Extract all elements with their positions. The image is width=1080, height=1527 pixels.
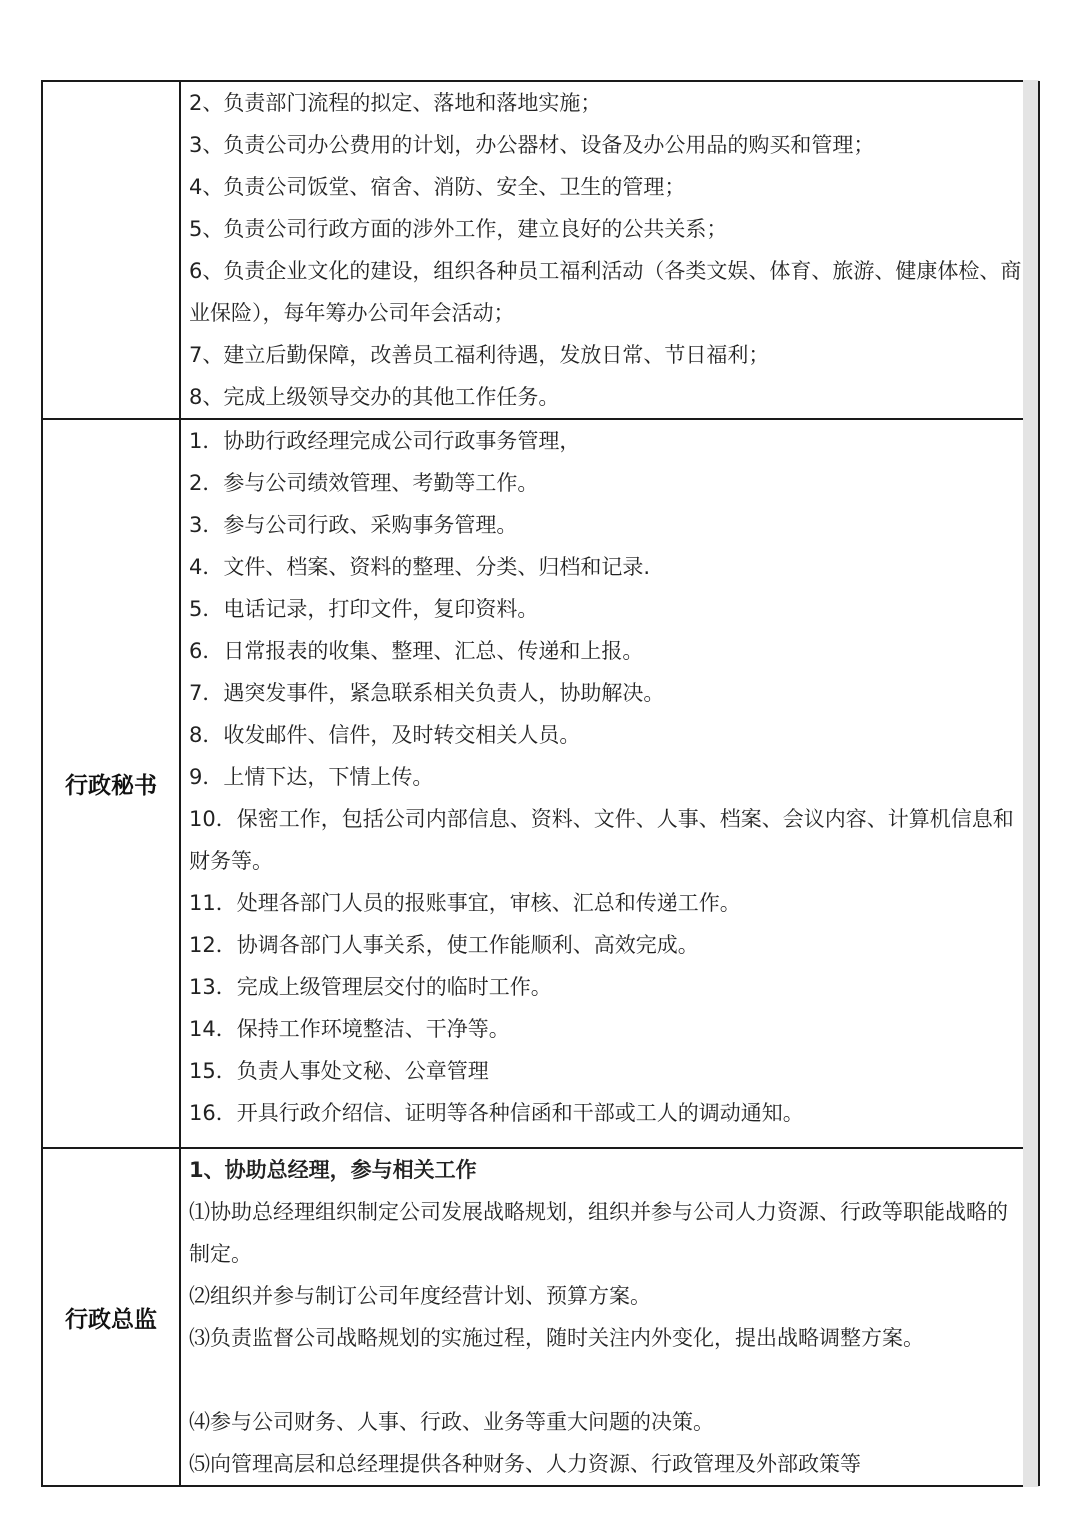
duty-line: 7．遇突发事件，紧急联系相关负责人，协助解决。 [189, 681, 665, 705]
duty-line: 8、完成上级领导交办的其他工作任务。 [189, 385, 560, 409]
role-cell [42, 81, 180, 419]
table-row [42, 81, 1031, 419]
table-row [42, 419, 1031, 1148]
table-row [42, 1148, 1031, 1486]
duty-line: 3．参与公司行政、采购事务管理。 [189, 513, 518, 537]
duty-line: 2．参与公司绩效管理、考勤等工作。 [189, 471, 539, 495]
duty-line: 6．日常报表的收集、整理、汇总、传递和上报。 [189, 639, 644, 663]
duties-cell [180, 1148, 1031, 1486]
duty-line: 4、负责公司饭堂、宿舍、消防、安全、卫生的管理； [189, 175, 686, 199]
duty-line: 5、负责公司行政方面的涉外工作，建立良好的公共关系； [189, 217, 728, 241]
duty-line: ⑶负责监督公司战略规划的实施过程，随时关注内外变化，提出战略调整方案。 [189, 1326, 924, 1350]
duty-line: ⑸向管理高层和总经理提供各种财务、人力资源、行政管理及外部政策等 [189, 1452, 861, 1476]
duty-line: ⑷参与公司财务、人事、行政、业务等重大问题的决策。 [189, 1410, 714, 1434]
duties-table [41, 80, 1039, 1487]
duty-line: 16．开具行政介绍信、证明等各种信函和干部或工人的调动通知。 [189, 1101, 804, 1125]
duty-line: 14．保持工作环境整洁、干净等。 [189, 1017, 510, 1041]
duty-line: 1．协助行政经理完成公司行政事务管理， [189, 429, 581, 453]
duty-line: 8．收发邮件、信件，及时转交相关人员。 [189, 723, 581, 747]
duties-cell [180, 81, 1031, 419]
duty-line: 11．处理各部门人员的报账事宜，审核、汇总和传递工作。 [189, 891, 741, 915]
role-cell: 行政总监 [42, 1148, 180, 1486]
duty-line: 3、负责公司办公费用的计划，办公器材、设备及办公用品的购买和管理； [189, 133, 875, 157]
duty-heading: 1、协助总经理，参与相关工作 [189, 1158, 477, 1182]
duty-line: ⑵组织并参与制订公司年度经营计划、预算方案。 [189, 1284, 651, 1308]
duty-line: 10．保密工作，包括公司内部信息、资料、文件、人事、档案、会议内容、计算机信息和财务等。 [189, 807, 1014, 873]
duty-line: 15．负责人事处文秘、公章管理 [189, 1059, 489, 1083]
duty-line: 6、负责企业文化的建设，组织各种员工福利活动（各类文娱、体育、旅游、健康体检、商业保险），每年筹办公司年会活动； [189, 259, 1022, 325]
duty-line: 2、负责部门流程的拟定、落地和落地实施； [189, 91, 602, 115]
duties-cell [180, 419, 1031, 1148]
duty-line: 5．电话记录，打印文件，复印资料。 [189, 597, 539, 621]
duty-line: 4．文件、档案、资料的整理、分类、归档和记录. [189, 555, 651, 579]
duty-line: ⑴协助总经理组织制定公司发展战略规划，组织并参与公司人力资源、行政等职能战略的制定。 [189, 1200, 1008, 1266]
duty-line: 12．协调各部门人事关系，使工作能顺利、高效完成。 [189, 933, 699, 957]
duty-line: 7、建立后勤保障，改善员工福利待遇，发放日常、节日福利； [189, 343, 770, 367]
role-cell: 行政秘书 [42, 419, 180, 1148]
duty-line: 9．上情下达，下情上传。 [189, 765, 434, 789]
duty-line: 13．完成上级管理层交付的临时工作。 [189, 975, 552, 999]
